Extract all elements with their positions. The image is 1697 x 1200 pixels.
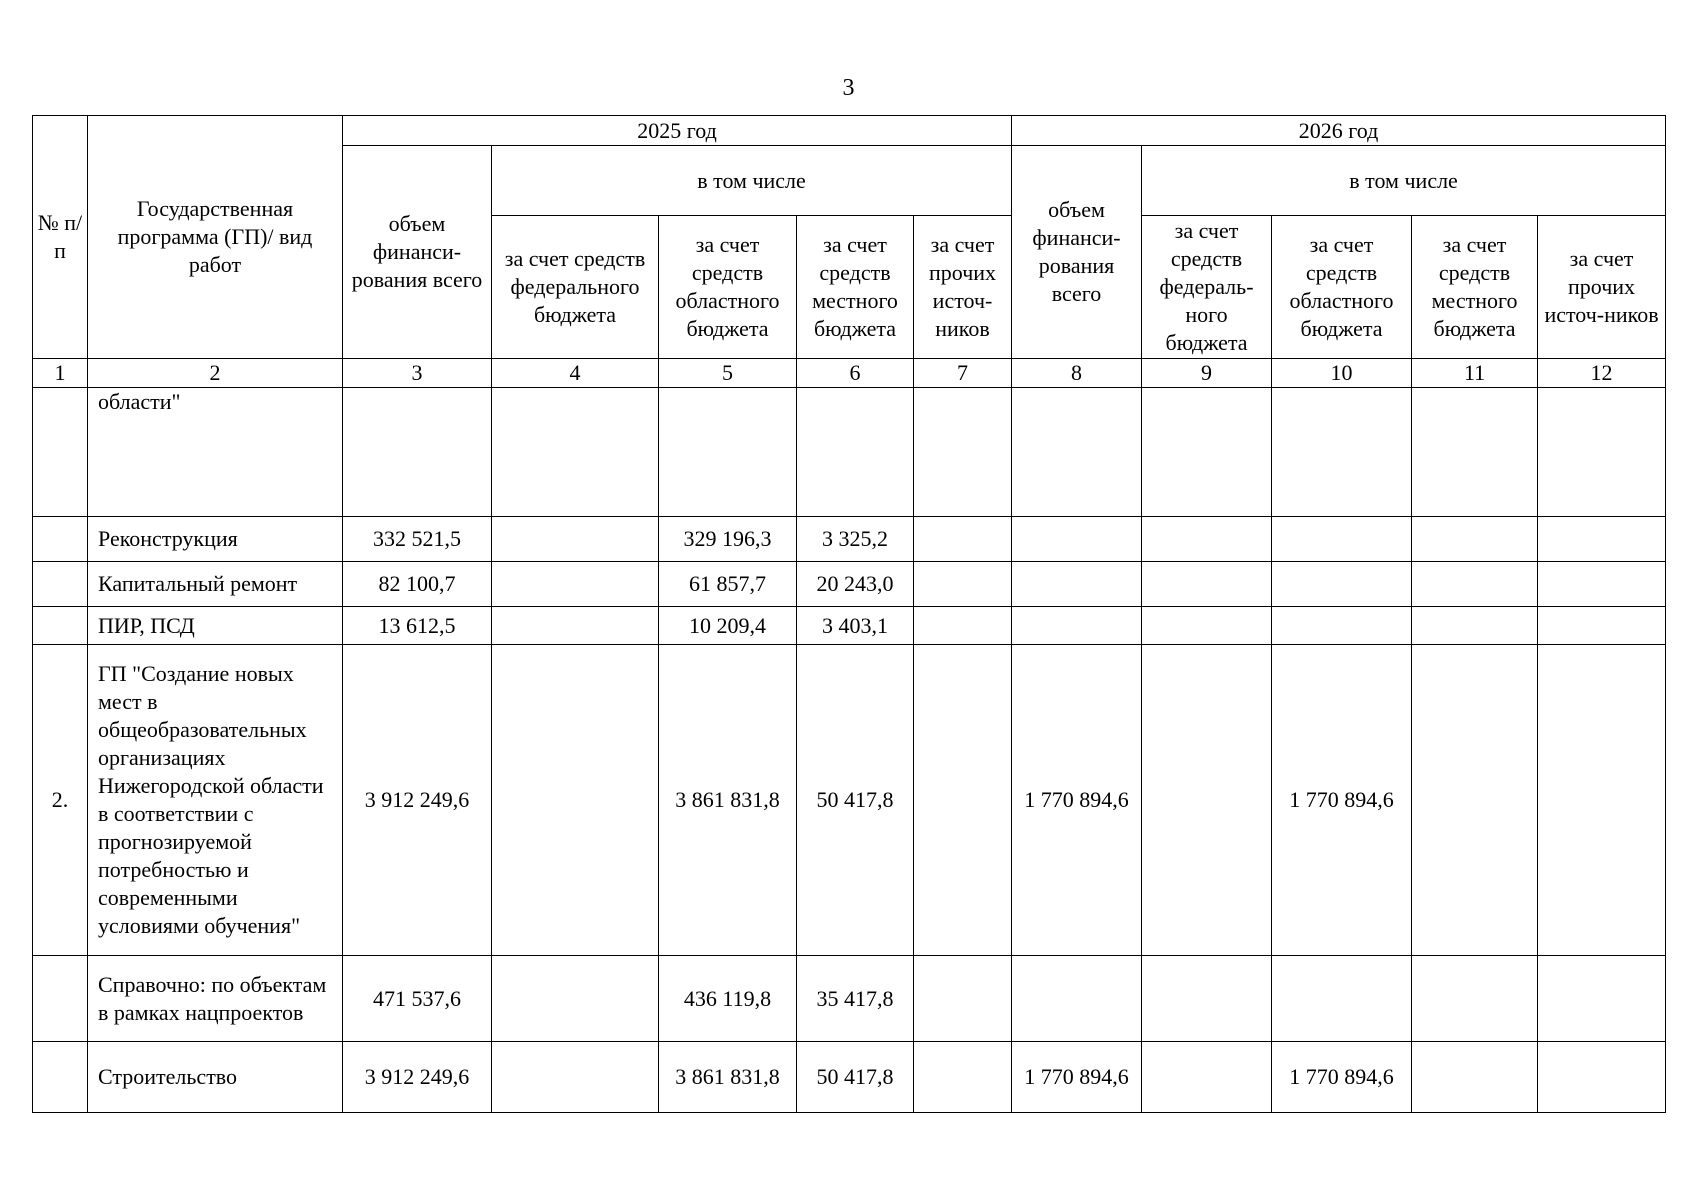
cell-total-2025: 13 612,5 — [343, 607, 492, 645]
row-number: 2. — [33, 645, 88, 956]
cell-other-2026 — [1538, 607, 1666, 645]
column-number: 11 — [1412, 359, 1538, 388]
cell-federal-2026 — [1142, 562, 1272, 607]
header-including-2026: в том числе — [1142, 146, 1666, 216]
cell-local-2025: 50 417,8 — [797, 1042, 914, 1113]
table-row — [33, 562, 1666, 607]
cell-regional-2026 — [1272, 607, 1412, 645]
cell-local-2025: 3 403,1 — [797, 607, 914, 645]
cell-other-2025 — [914, 645, 1012, 956]
cell-other-2026 — [1538, 956, 1666, 1042]
cell-other-2026 — [1538, 562, 1666, 607]
cell-local-2026 — [1412, 956, 1538, 1042]
cell-total-2025: 332 521,5 — [343, 517, 492, 562]
cell-federal-2026 — [1142, 388, 1272, 517]
column-number: 1 — [33, 359, 88, 388]
header-program: Государственная программа (ГП)/ вид работ — [88, 116, 343, 359]
cell-total-2026 — [1012, 562, 1142, 607]
cell-federal-2026 — [1142, 956, 1272, 1042]
cell-other-2025 — [914, 956, 1012, 1042]
row-number — [33, 517, 88, 562]
cell-total-2026 — [1012, 517, 1142, 562]
header-federal-2026: за счет средств федераль-ного бюджета — [1142, 216, 1272, 359]
column-number: 10 — [1272, 359, 1412, 388]
cell-other-2026 — [1538, 1042, 1666, 1113]
cell-local-2025 — [797, 388, 914, 517]
header-local-2025: за счет средств местного бюджета — [797, 216, 914, 359]
cell-local-2025: 35 417,8 — [797, 956, 914, 1042]
cell-total-2025: 3 912 249,6 — [343, 1042, 492, 1113]
cell-regional-2025: 10 209,4 — [659, 607, 797, 645]
cell-regional-2026 — [1272, 562, 1412, 607]
row-name: Справочно: по объектам в рамках нацпроектов — [88, 956, 343, 1042]
cell-regional-2026 — [1272, 388, 1412, 517]
table-row — [33, 956, 1666, 1042]
cell-local-2025: 50 417,8 — [797, 645, 914, 956]
cell-federal-2026 — [1142, 517, 1272, 562]
row-number — [33, 1042, 88, 1113]
cell-regional-2026 — [1272, 956, 1412, 1042]
column-number: 3 — [343, 359, 492, 388]
column-number: 2 — [88, 359, 343, 388]
cell-federal-2025 — [492, 1042, 659, 1113]
row-number — [33, 956, 88, 1042]
header-federal-2025: за счет средств федерального бюджета — [492, 216, 659, 359]
cell-local-2026 — [1412, 607, 1538, 645]
cell-regional-2025 — [659, 388, 797, 517]
row-name: области" — [88, 388, 343, 517]
row-name: Капитальный ремонт — [88, 562, 343, 607]
header-other-2025: за счет прочих источ-ников — [914, 216, 1012, 359]
cell-federal-2026 — [1142, 607, 1272, 645]
header-year-2026: 2026 год — [1012, 116, 1666, 146]
column-number: 12 — [1538, 359, 1666, 388]
row-number — [33, 388, 88, 517]
cell-local-2026 — [1412, 1042, 1538, 1113]
cell-federal-2025 — [492, 517, 659, 562]
cell-regional-2025: 61 857,7 — [659, 562, 797, 607]
cell-other-2025 — [914, 517, 1012, 562]
row-name: ПИР, ПСД — [88, 607, 343, 645]
cell-total-2026: 1 770 894,6 — [1012, 645, 1142, 956]
cell-total-2026 — [1012, 388, 1142, 517]
cell-local-2026 — [1412, 645, 1538, 956]
cell-other-2025 — [914, 388, 1012, 517]
cell-local-2025: 20 243,0 — [797, 562, 914, 607]
cell-federal-2025 — [492, 562, 659, 607]
column-number: 8 — [1012, 359, 1142, 388]
cell-total-2025: 3 912 249,6 — [343, 645, 492, 956]
header-regional-2025: за счет средств областного бюджета — [659, 216, 797, 359]
cell-regional-2025: 436 119,8 — [659, 956, 797, 1042]
cell-local-2026 — [1412, 517, 1538, 562]
column-number: 6 — [797, 359, 914, 388]
table-row — [33, 607, 1666, 645]
table-row — [33, 517, 1666, 562]
cell-total-2025: 471 537,6 — [343, 956, 492, 1042]
cell-total-2026 — [1012, 956, 1142, 1042]
cell-other-2025 — [914, 607, 1012, 645]
cell-other-2026 — [1538, 645, 1666, 956]
cell-other-2026 — [1538, 388, 1666, 517]
cell-federal-2025 — [492, 388, 659, 517]
header-num: № п/п — [33, 116, 88, 359]
cell-other-2025 — [914, 562, 1012, 607]
cell-regional-2026: 1 770 894,6 — [1272, 645, 1412, 956]
row-name: Реконструкция — [88, 517, 343, 562]
cell-regional-2025: 3 861 831,8 — [659, 1042, 797, 1113]
table-row — [33, 645, 1666, 956]
column-number: 7 — [914, 359, 1012, 388]
cell-total-2026: 1 770 894,6 — [1012, 1042, 1142, 1113]
cell-regional-2025: 329 196,3 — [659, 517, 797, 562]
header-total-2026: объем финанси-рования всего — [1012, 146, 1142, 359]
cell-federal-2025 — [492, 956, 659, 1042]
header-including-2025: в том числе — [492, 146, 1012, 216]
header-local-2026: за счет средств местного бюджета — [1412, 216, 1538, 359]
cell-local-2025: 3 325,2 — [797, 517, 914, 562]
column-number: 4 — [492, 359, 659, 388]
header-other-2026: за счет прочих источ-ников — [1538, 216, 1666, 359]
column-numbers-row — [33, 359, 1666, 388]
cell-federal-2026 — [1142, 645, 1272, 956]
row-number — [33, 562, 88, 607]
header-year-2025: 2025 год — [343, 116, 1012, 146]
cell-other-2026 — [1538, 517, 1666, 562]
column-number: 9 — [1142, 359, 1272, 388]
table-row — [33, 388, 1666, 517]
cell-regional-2026 — [1272, 517, 1412, 562]
header-total-2025: объем финанси-рования всего — [343, 146, 492, 359]
page-number: 3 — [842, 75, 855, 101]
budget-table — [32, 115, 1666, 1113]
cell-federal-2025 — [492, 607, 659, 645]
row-number — [33, 607, 88, 645]
cell-total-2025: 82 100,7 — [343, 562, 492, 607]
cell-local-2026 — [1412, 388, 1538, 517]
cell-total-2026 — [1012, 607, 1142, 645]
cell-other-2025 — [914, 1042, 1012, 1113]
cell-local-2026 — [1412, 562, 1538, 607]
cell-federal-2026 — [1142, 1042, 1272, 1113]
row-name: ГП "Создание новых мест в общеобразовательных организациях Нижегородской области в соответствии с прогнозируемой потребностью и современными условиями обучения" — [88, 645, 343, 956]
table-row — [33, 1042, 1666, 1113]
header-regional-2026: за счет средств областного бюджета — [1272, 216, 1412, 359]
cell-total-2025 — [343, 388, 492, 517]
cell-regional-2026: 1 770 894,6 — [1272, 1042, 1412, 1113]
row-name: Строительство — [88, 1042, 343, 1113]
cell-federal-2025 — [492, 645, 659, 956]
column-number: 5 — [659, 359, 797, 388]
cell-regional-2025: 3 861 831,8 — [659, 645, 797, 956]
